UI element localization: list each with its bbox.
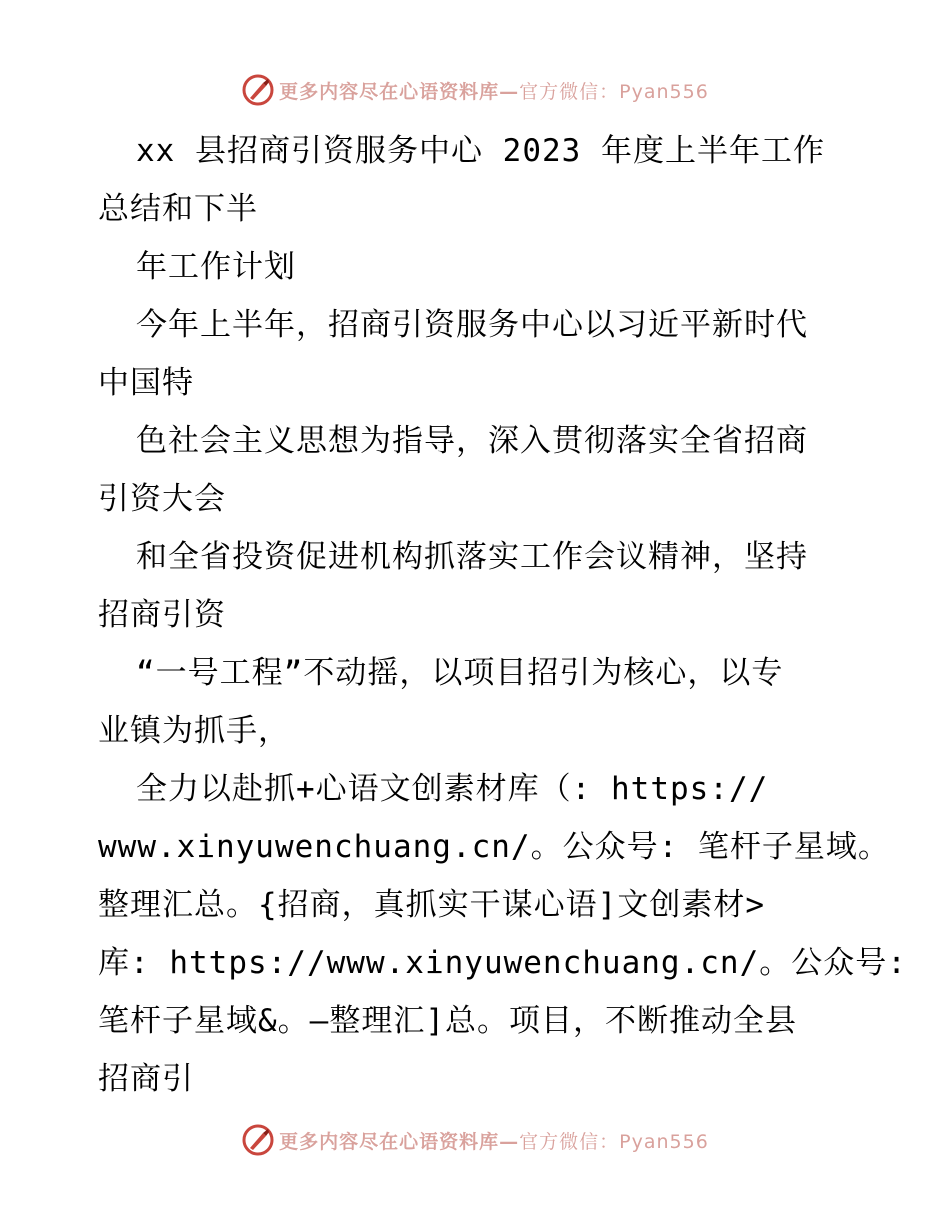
text-line: 业镇为抓手， — [98, 713, 290, 749]
footer-banner — [0, 1120, 950, 1160]
text-line: xx 县招商引资服务中心 2023 年度上半年工作 — [136, 133, 825, 169]
text-line: 和全省投资促进机构抓落实工作会议精神，坚持 — [136, 539, 808, 575]
text-line: www.xinyuwenchuang.cn/。公众号: 笔杆子星域。 — [98, 829, 890, 865]
text-line: 年工作计划 — [136, 249, 296, 285]
text-line: 今年上半年，招商引资服务中心以习近平新时代 — [136, 307, 808, 343]
banner-contact: 官方微信：Pyan556 — [519, 1130, 709, 1153]
document-body — [98, 122, 907, 1108]
banner-separator: — — [499, 80, 520, 103]
text-line: 中国特 — [98, 365, 194, 401]
text-line: 库: https://www.xinyuwenchuang.cn/。公众号: — [98, 945, 907, 981]
text-line: “一号工程”不动摇，以项目招引为核心，以专 — [136, 655, 784, 691]
text-line: 招商引资 — [98, 597, 226, 633]
text-line: 色社会主义思想为指导，深入贯彻落实全省招商 — [136, 423, 808, 459]
text-line: 全力以赴抓+心语文创素材库（: https:// — [136, 771, 769, 807]
banner-text — [279, 1127, 709, 1154]
header-banner — [0, 70, 950, 110]
text-line: 招商引 — [98, 1061, 194, 1097]
text-line: 笔杆子星域&。—整理汇]总。项目，不断推动全县 — [98, 1003, 797, 1039]
text-line: 引资大会 — [98, 481, 226, 517]
banner-promo: 更多内容尽在心语资料库 — [279, 1130, 500, 1153]
banner-promo: 更多内容尽在心语资料库 — [279, 80, 500, 103]
banner-contact: 官方微信：Pyan556 — [519, 80, 709, 103]
text-line: 整理汇总。{招商，真抓实干谋心语]文创素材> — [98, 887, 765, 923]
quill-logo-icon — [241, 73, 275, 107]
banner-separator: — — [499, 1130, 520, 1153]
text-line: 总结和下半 — [98, 191, 258, 227]
quill-logo-icon — [241, 1123, 275, 1157]
banner-text — [279, 77, 709, 104]
